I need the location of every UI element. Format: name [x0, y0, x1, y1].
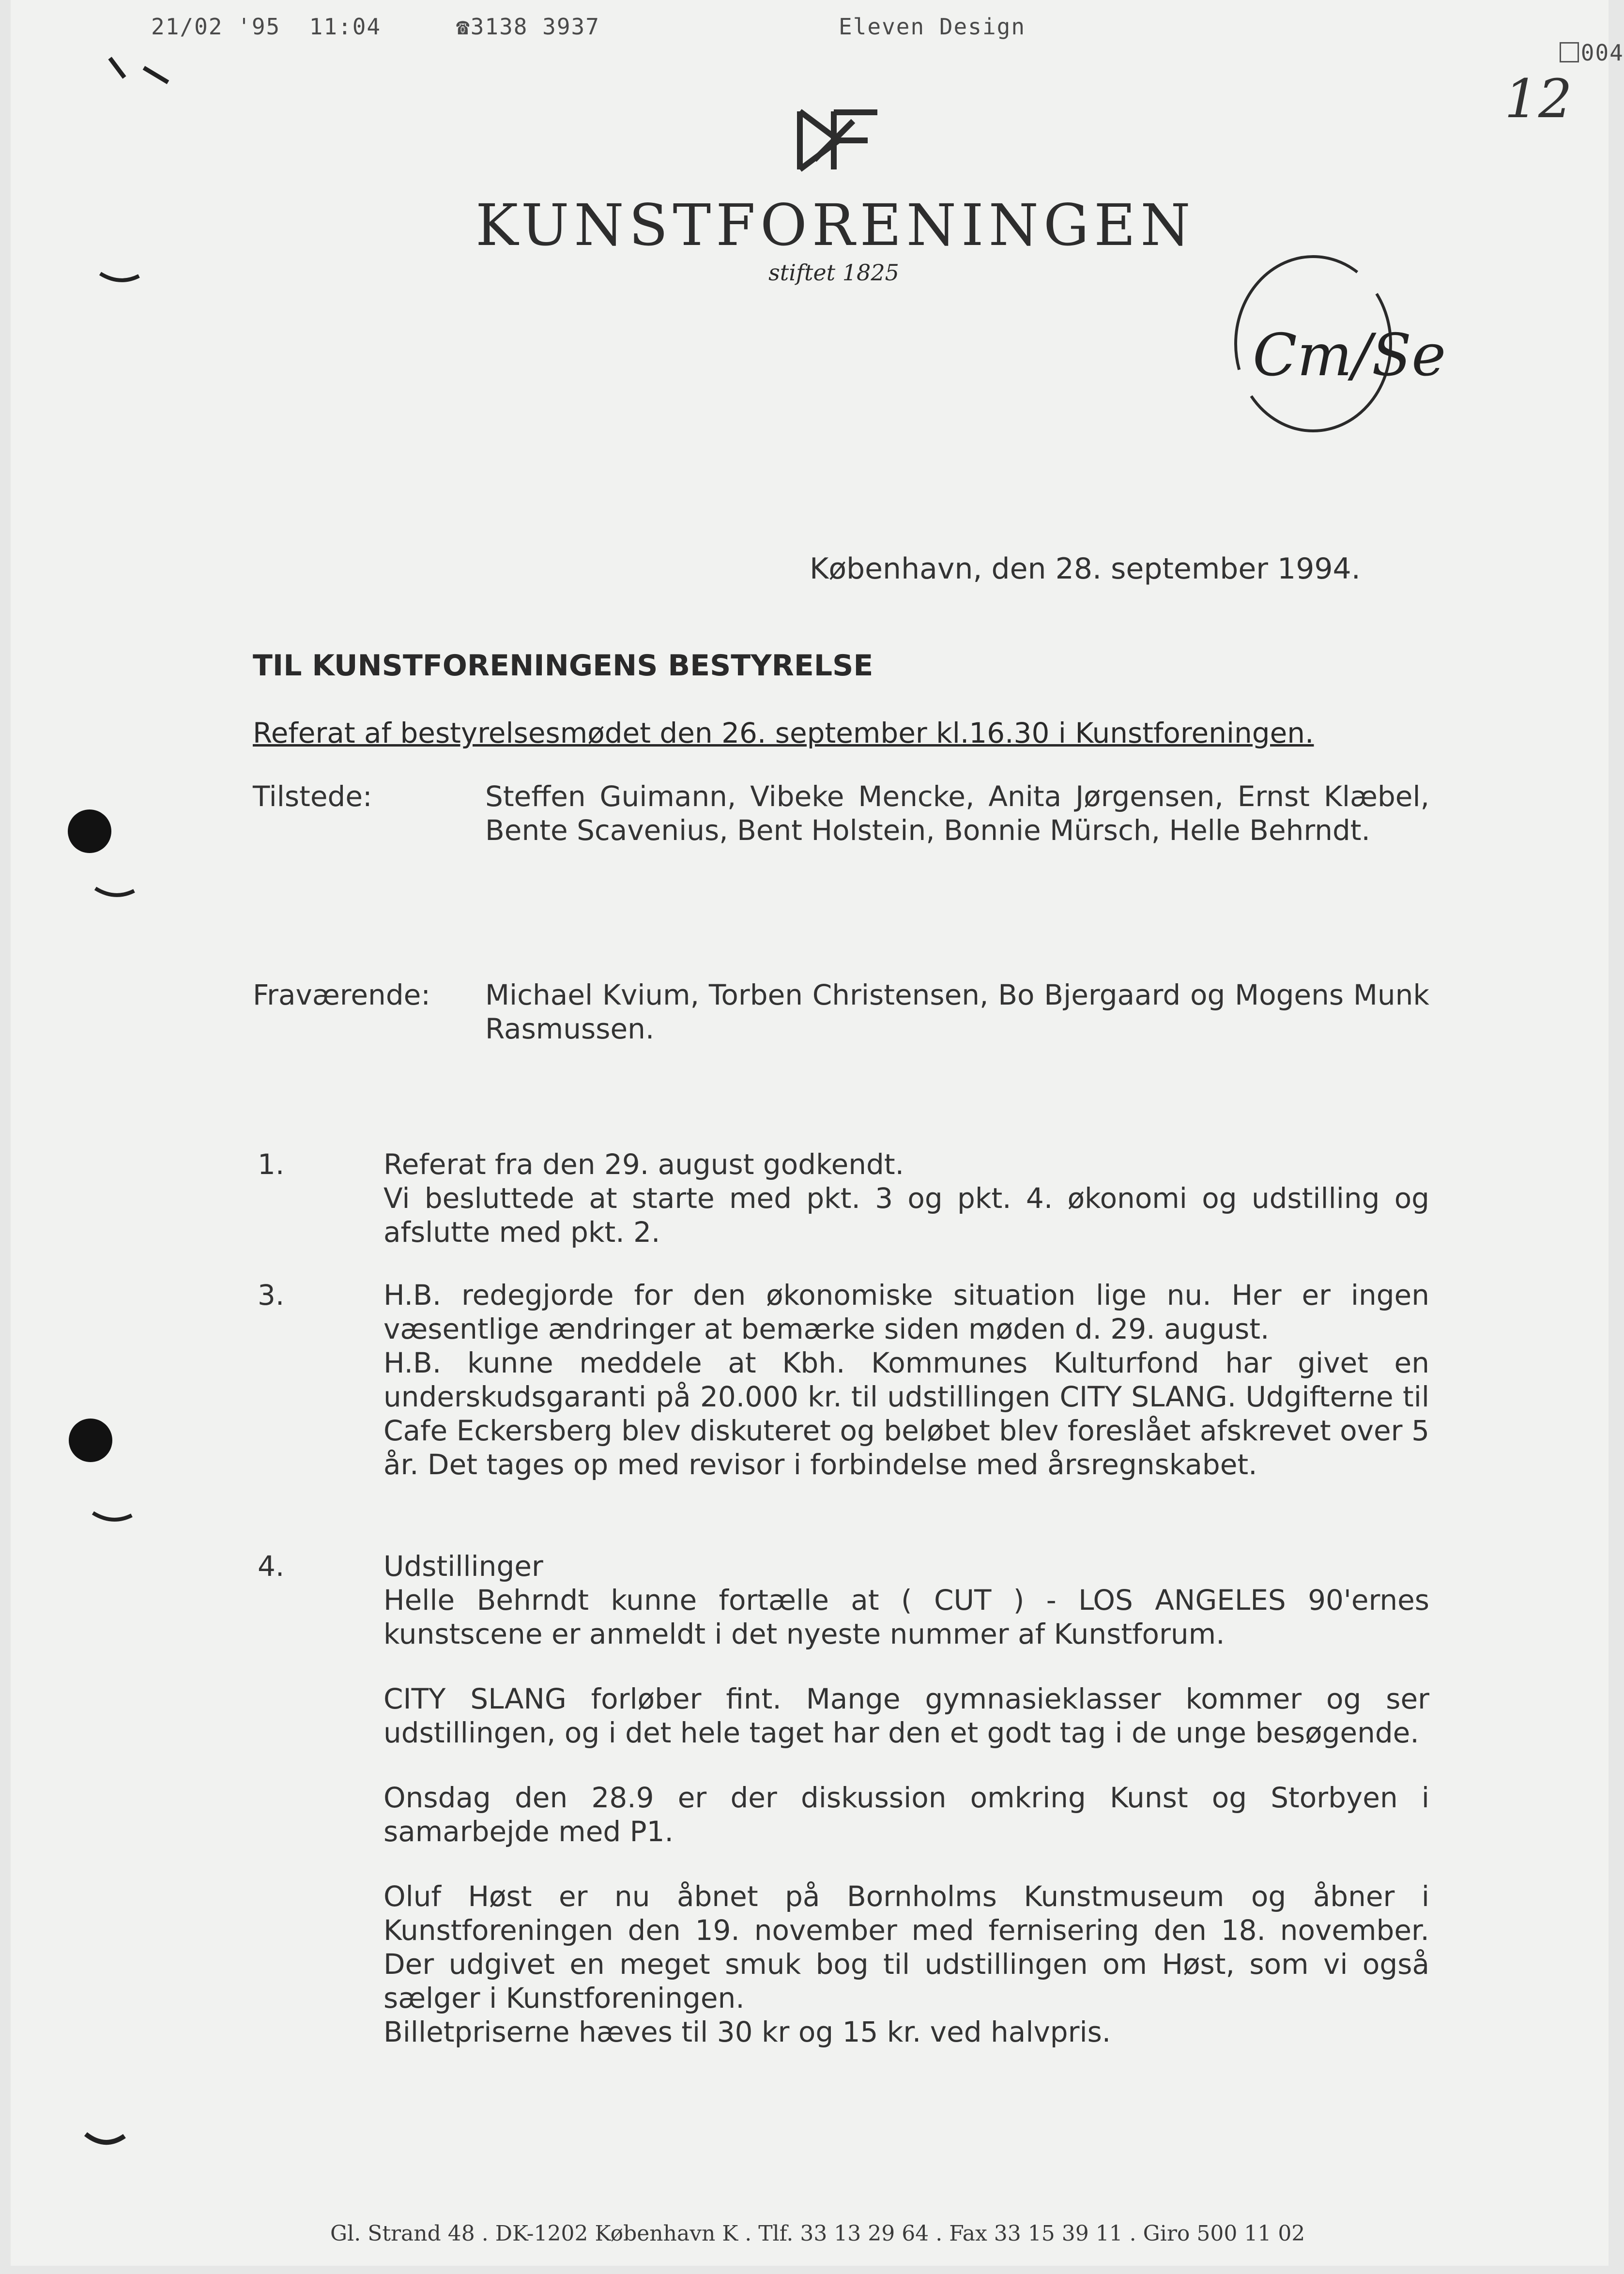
present-list: Steffen Guimann, Vibeke Mencke, Anita Jørgensen, Ernst Klæbel, Bente Scavenius, Bent Holstein, Bonnie Mürsch, Helle Behrndt. — [485, 780, 1429, 847]
binding-mark — [91, 1511, 134, 1525]
kf-monogram-logo — [781, 102, 887, 179]
footer-address: Gl. Strand 48 . DK-1202 København K . Tlf. 33 13 29 64 . Fax 33 15 39 11 . Giro 500 11 02 — [330, 2221, 1305, 2246]
agenda-item-4 — [383, 1549, 1429, 2049]
founded-line: stiftet 1825 — [768, 259, 899, 286]
item-paragraph: H.B. redegjorde for den økonomiske situation lige nu. Her er ingen væsentlige ændringer at bemærke siden møden d. 29. august. — [383, 1279, 1429, 1345]
absent-label: Fraværende: — [253, 978, 430, 1011]
item-number: 1. — [258, 1148, 285, 1181]
absent-list: Michael Kvium, Torben Christensen, Bo Bjergaard og Mogens Munk Rasmussen. — [485, 978, 1429, 1045]
letter-heading: TIL KUNSTFORENINGENS BESTYRELSE — [253, 649, 873, 683]
item-paragraph: CITY SLANG forløber fint. Mange gymnasieklasser kommer og ser udstillingen, og i det hele taget har den et godt tag i de unge besøgende. — [383, 1682, 1429, 1749]
staple-mark — [100, 48, 178, 102]
fax-sender: Eleven Design — [839, 14, 1026, 40]
punch-hole — [68, 809, 111, 853]
item-paragraph: Billetpriserne hæves til 30 kr og 15 kr. ved halvpris. — [383, 2015, 1111, 2048]
binding-mark — [83, 2130, 127, 2150]
fax-page-number: 004 — [1580, 40, 1624, 66]
meeting-subheading: Referat af bestyrelsesmødet den 26. september kl.16.30 i Kunstforeningen. — [253, 717, 1314, 749]
present-label: Tilstede: — [253, 780, 372, 813]
fax-page-icon — [1560, 42, 1579, 62]
item-paragraph: Vi besluttede at starte med pkt. 3 og pkt. 4. økonomi og udstilling og afslutte med pkt. 2. — [383, 1182, 1429, 1249]
punch-hole — [69, 1419, 112, 1462]
dateline: København, den 28. september 1994. — [810, 552, 1361, 586]
stamp-initials: Cm/Se — [1253, 322, 1446, 389]
letterhead — [475, 102, 1195, 286]
fax-phone: ☎3138 3937 — [456, 14, 600, 40]
agenda-item-1 — [383, 1147, 1429, 1249]
item-paragraph: Referat fra den 29. august godkendt. — [383, 1148, 904, 1181]
item-paragraph: Onsdag den 28.9 er der diskussion omkring Kunst og Storbyen i samarbejde med P1. — [383, 1781, 1429, 1848]
item-paragraph: Helle Behrndt kunne fortælle at ( CUT ) - LOS ANGELES 90'ernes kunstscene er anmeldt i det nyeste nummer af Kunstforum. — [383, 1584, 1429, 1650]
item-paragraph: Oluf Høst er nu åbnet på Bornholms Kunstmuseum og åbner i Kunstforeningen den 19. november med fernisering den 18. november. Der udgivet en meget smuk bog til udstillingen om Høst, som vi også sælger i Kunstforeningen. — [383, 1880, 1429, 2015]
binding-mark — [93, 886, 137, 900]
item-paragraph: H.B. kunne meddele at Kbh. Kommunes Kulturfond har givet en underskudsgaranti på 20.000 kr. til udstillingen CITY SLANG. Udgifterne til Cafe Eckersberg blev diskuteret og beløbet blev foreslået afskrevet over 5 år. Det tages op med revisor i forbindelse med årsregnskabet. — [383, 1346, 1429, 1481]
item-title: Udstillinger — [383, 1550, 543, 1583]
handwritten-initials-stamp — [1207, 252, 1446, 436]
agenda-item-3 — [383, 1278, 1429, 1481]
organization-name: KUNSTFORENINGEN — [475, 192, 1195, 259]
item-number: 3. — [258, 1279, 285, 1312]
page-number: 12 — [1504, 68, 1572, 130]
letter-page — [11, 0, 1624, 2266]
binding-mark — [98, 271, 141, 286]
item-number: 4. — [258, 1550, 285, 1583]
fax-datetime: 21/02 '95 11:04 — [151, 14, 382, 40]
